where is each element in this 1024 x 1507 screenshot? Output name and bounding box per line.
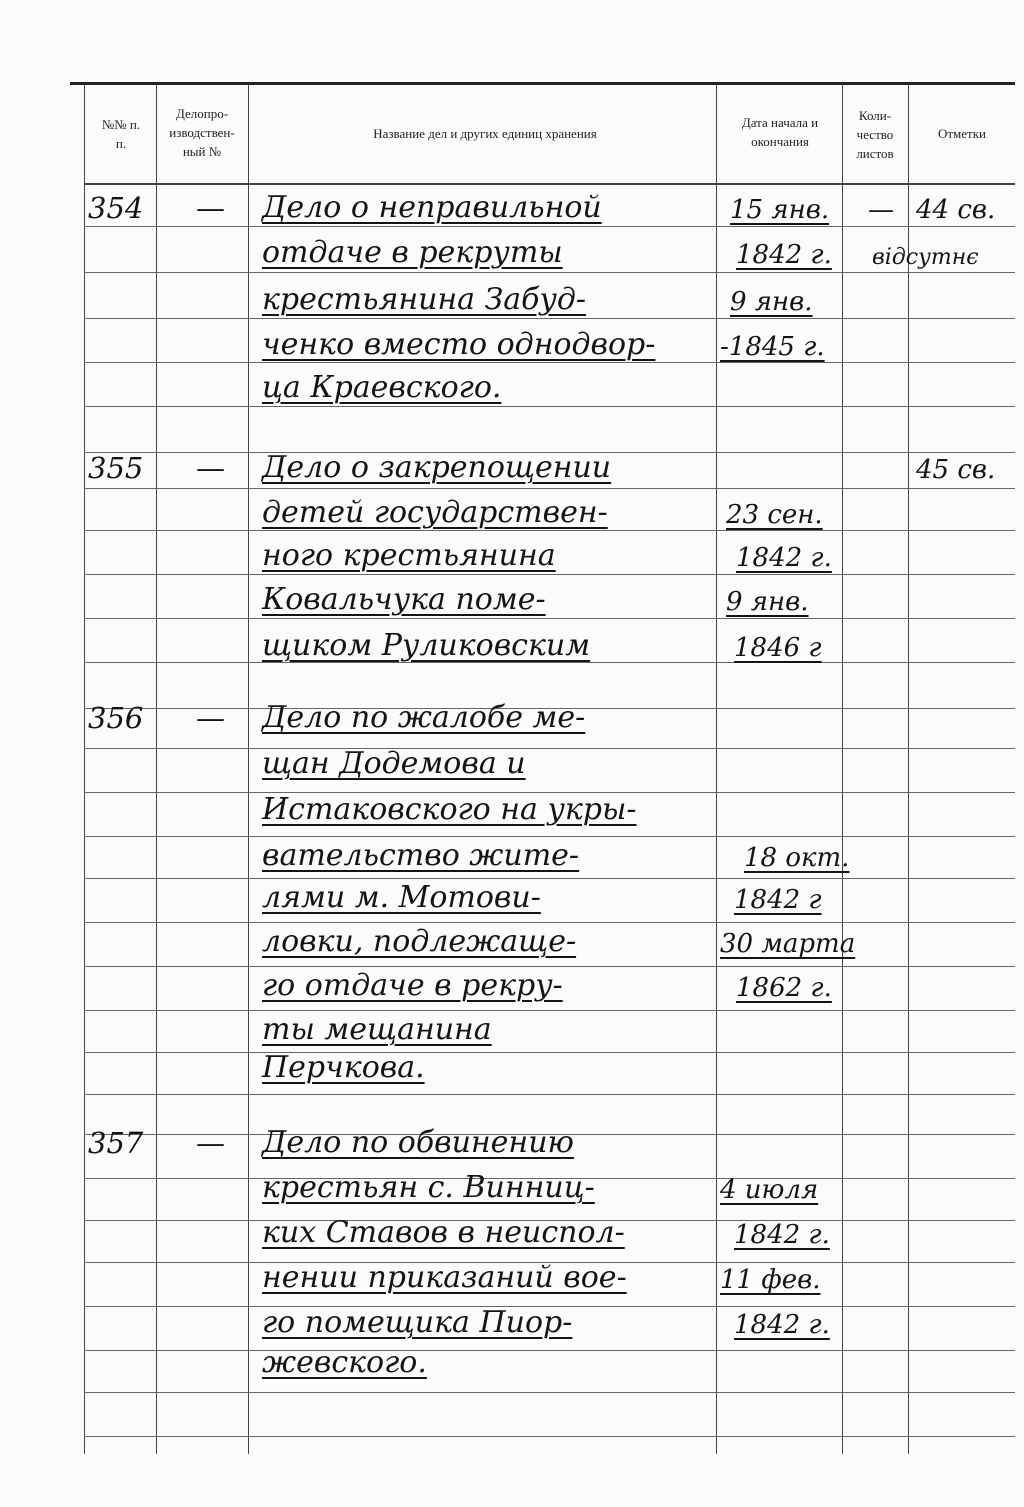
header-col-count: Коли- чество листов (856, 108, 894, 161)
row-rule (84, 878, 1015, 879)
entry-title-line: Дело о неправильной (262, 190, 602, 225)
entry-note: відсутнє (872, 245, 979, 270)
entry-date: 1842 г. (736, 543, 832, 573)
entry-number: 357 (88, 1126, 144, 1160)
entry-number: 354 (88, 191, 144, 225)
entry-note: 45 св. (916, 455, 996, 485)
entry-title-line: щиком Руликовским (262, 628, 591, 663)
column-rule (716, 84, 717, 1454)
row-rule (84, 1094, 1015, 1095)
entry-title-line: го отдаче в рекру- (262, 968, 563, 1003)
header-col-dates: Дата начала и окончания (741, 115, 819, 149)
entry-title-line: ченко вместо однодвор- (262, 327, 656, 362)
entry-title-line: отдаче в рекруты (262, 235, 563, 270)
entry-title-line: нении приказаний вое- (262, 1260, 627, 1295)
row-rule (84, 1436, 1015, 1437)
entry-date: 11 фев. (720, 1265, 821, 1295)
entry-title-line: Истаковского на укры- (262, 792, 637, 827)
row-rule (84, 618, 1015, 619)
row-rule (84, 406, 1015, 407)
entry-date: 1842 г. (734, 1310, 830, 1340)
entry-date: 15 янв. (730, 195, 830, 225)
row-rule (84, 922, 1015, 923)
entry-title-line: лями м. Мотови- (262, 880, 541, 915)
entry-title-line: ного крестьянина (262, 538, 556, 573)
entry-title-line: крестьянина Забуд- (262, 282, 587, 317)
entry-title-line: го помещика Пиор- (262, 1305, 573, 1340)
entry-title-line: детей государствен- (262, 495, 608, 530)
entry-date: 1846 г (734, 633, 822, 663)
entry-title-line: ких Ставов в неиспол- (262, 1215, 625, 1250)
column-rule (84, 84, 85, 1454)
entry-title-line: Ковальчука поме- (262, 582, 546, 617)
column-rule (908, 84, 909, 1454)
entry-office-number: — (196, 701, 225, 735)
entry-date: 1842 г (734, 885, 822, 915)
column-rule (842, 84, 843, 1454)
row-rule (84, 966, 1015, 967)
entry-office-number: — (196, 191, 225, 225)
entry-office-number: — (196, 1126, 225, 1160)
column-rule (156, 84, 157, 1454)
entry-title-line: щан Додемова и (262, 746, 526, 781)
row-rule (84, 1350, 1015, 1351)
entry-date: -1845 г. (720, 332, 825, 362)
header-top-rule (70, 82, 1015, 85)
entry-number: 355 (88, 451, 144, 485)
entry-title-line: ловки, подлежаще- (262, 924, 577, 959)
entry-office-number: — (196, 451, 225, 485)
entry-date: 18 окт. (744, 843, 850, 873)
row-rule (84, 1052, 1015, 1053)
row-rule (84, 748, 1015, 749)
row-rule (84, 1392, 1015, 1393)
entry-title-line: ты мещанина (262, 1012, 492, 1047)
entry-sheet-count: — (868, 195, 894, 225)
entry-date: 9 янв. (726, 587, 809, 617)
row-rule (84, 1010, 1015, 1011)
header-col-no: №№ п. п. (101, 117, 141, 151)
row-rule (84, 488, 1015, 489)
row-rule (84, 836, 1015, 837)
header-col-title: Название дел и других единиц хранения (373, 126, 597, 141)
entry-date: 9 янв. (730, 287, 813, 317)
entry-title-line: Дело о закрепощении (262, 450, 612, 485)
row-rule (84, 574, 1015, 575)
entry-date: 1842 г. (734, 1220, 830, 1250)
entry-title-line: крестьян с. Винниц- (262, 1170, 595, 1205)
entry-date: 30 марта (720, 929, 856, 959)
entry-note: 44 св. (916, 195, 996, 225)
entry-title-line: Дело по жалобе ме- (262, 700, 586, 735)
header-bottom-rule (84, 183, 1015, 185)
entry-title-line: Дело по обвинению (262, 1125, 574, 1160)
entry-title-line: жевского. (262, 1345, 427, 1380)
entry-title-line: Перчкова. (262, 1050, 425, 1085)
header-col-office-no: Делопро- изводствен- ный № (169, 106, 235, 159)
entry-date: 1862 г. (736, 973, 832, 1003)
entry-date: 23 сен. (726, 500, 823, 530)
entry-title-line: вательство жите- (262, 838, 580, 873)
entry-date: 4 июля (720, 1175, 819, 1205)
row-rule (84, 318, 1015, 319)
header-col-notes: Отметки (937, 126, 987, 141)
column-rule (248, 84, 249, 1454)
entry-number: 356 (88, 701, 144, 735)
entry-title-line: ца Краевского. (262, 370, 502, 405)
entry-date: 1842 г. (736, 240, 832, 270)
